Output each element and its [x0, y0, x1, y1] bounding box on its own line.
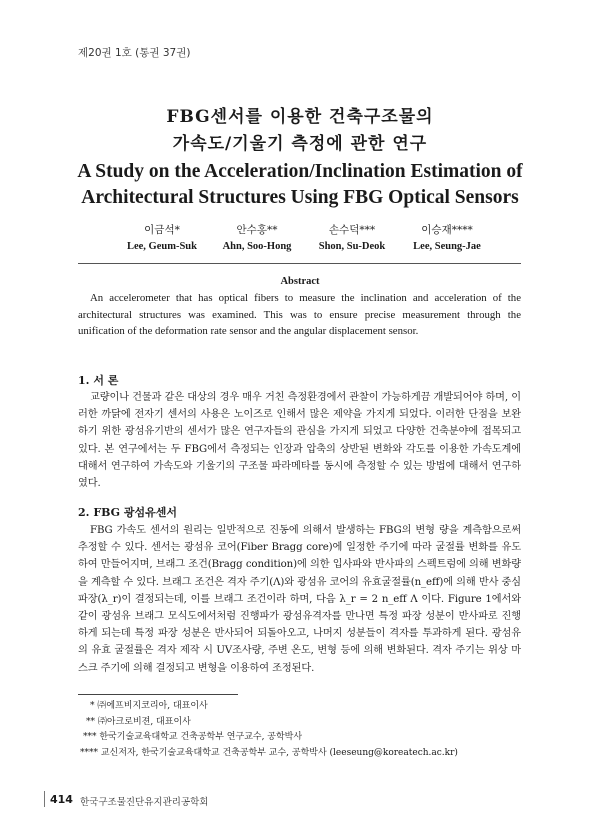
author-english-name: Ahn, Soo-Hong — [222, 241, 292, 252]
footnotes — [80, 699, 458, 761]
section-heading: 1. 서 론 — [78, 374, 119, 387]
footer-bar — [44, 791, 45, 807]
author — [302, 222, 402, 252]
author-english-name: Shon, Su-Deok — [318, 241, 386, 252]
footnote: **** 교신저자, 한국기술교육대학교 건축공학부 교수, 공학박사 (leeseung@koreatech.ac.kr) — [80, 747, 458, 758]
author-english-name: Lee, Seung-Jae — [413, 241, 481, 252]
title-korean-line1: FBG센서를 이용한 건축구조물의 — [166, 107, 434, 127]
author-korean-name: 이승재**** — [421, 224, 473, 236]
footnote: ** ㈜아크로비젼, 대표이사 — [86, 716, 191, 727]
author — [207, 222, 307, 252]
author — [397, 222, 497, 252]
abstract-heading: Abstract — [280, 276, 320, 287]
section-heading: 2. FBG 광섬유센서 — [78, 506, 177, 519]
footnote: *** 한국기술교육대학교 건축공학부 연구교수, 공학박사 — [83, 732, 303, 742]
title-english-line2: Architectural Structures Using FBG Optical Sensors — [81, 187, 519, 208]
footnote: * ㈜에프비지코리아, 대표이사 — [90, 701, 208, 711]
author — [112, 222, 212, 252]
section-paragraph: FBG 가속도 센서의 원리는 일반적으로 진동에 의해서 발생하는 FBG의 변형 량을 계측함으로써 추정할 수 있다. 센서는 광섬유 코어(Fiber Bragg core)에 일정한 주기에 따라 굴절률 변화를 유도하여 만들어지며, 브래그 조건(Bragg condition)에 의한 입사파와 반사파의 스펙트럼에 의해 변화량을 계측할 수 있다. 브래그 조건은 격자 주기(Λ)와 광섬유 코어의 유효굴절률(n_eff)에 의해 반사 중심파장(λ_r)이 결정되는데, 이를 브래그 조건이라 하며, 다음 λ_r = 2 n_eff Λ 이다. Figure 1에서와 같이 광섬유 브래그 모식도에서처럼 진행파가 광섬유격자를 만나면 특정 파장 성분이 반사파로 진행하게 되는데 특정 파장 성분은 반사되어 되돌아오고, 나머지 성분들이 격자를 투과하게 된다. 광섬유의 유효 굴절률은 격자 제작 시 UV조사량, 주변 온도, 변형 등에 의해 변화된다. 격자 주기는 위상 마스크 주기에 의해 결정되고 변형을 이용하여 조정된다. — [78, 525, 521, 674]
author-english-name: Lee, Geum-Suk — [126, 241, 197, 252]
journal-name: 한국구조물진단유지관리공학회 — [80, 797, 209, 808]
abstract-body: An accelerometer that has optical fibers to measure the inclination and acceleration of the architectural structures was examined. This was to ensure precise measurement through the unification of the deformation rate sensor and the angular displacement sensor. — [78, 292, 521, 337]
header-divider — [78, 263, 521, 264]
author-korean-name: 손수덕*** — [328, 224, 376, 236]
author-korean-name: 안수홍** — [236, 224, 278, 236]
title-english-line1: A Study on the Acceleration/Inclination Estimation of — [77, 161, 523, 182]
section-paragraph: 교량이나 건물과 같은 대상의 경우 매우 거친 측정환경에서 관찰이 가능하게끔 개발되어야 하며, 이러한 까닭에 전자기 센서의 사용은 노이즈로 인해서 많은 제약을 가지게 되었다. 이러한 단점을 보완하기 위한 광섬유기반의 센서가 많은 연구자들의 관심을 가지게 되었고 다양한 건축분야에 접목되고 있다. 본 연구에서는 두 FBG에서 측정되는 인장과 압축의 상반된 변화와 각도를 이용한 가속도계에 대해서 연구하여 가속도와 기울기의 구조물 파라메타를 동시에 측정할 수 있는 방법에 대해서 연구하였다. — [78, 392, 521, 490]
page-number: 414 — [50, 793, 73, 806]
volume-info: 제20권 1호 (통권 37권) — [78, 47, 191, 59]
title-korean-line2: 가속도/기울기 측정에 관한 연구 — [172, 134, 428, 154]
footnote-divider — [78, 694, 238, 695]
author-korean-name: 이금석* — [144, 224, 180, 236]
